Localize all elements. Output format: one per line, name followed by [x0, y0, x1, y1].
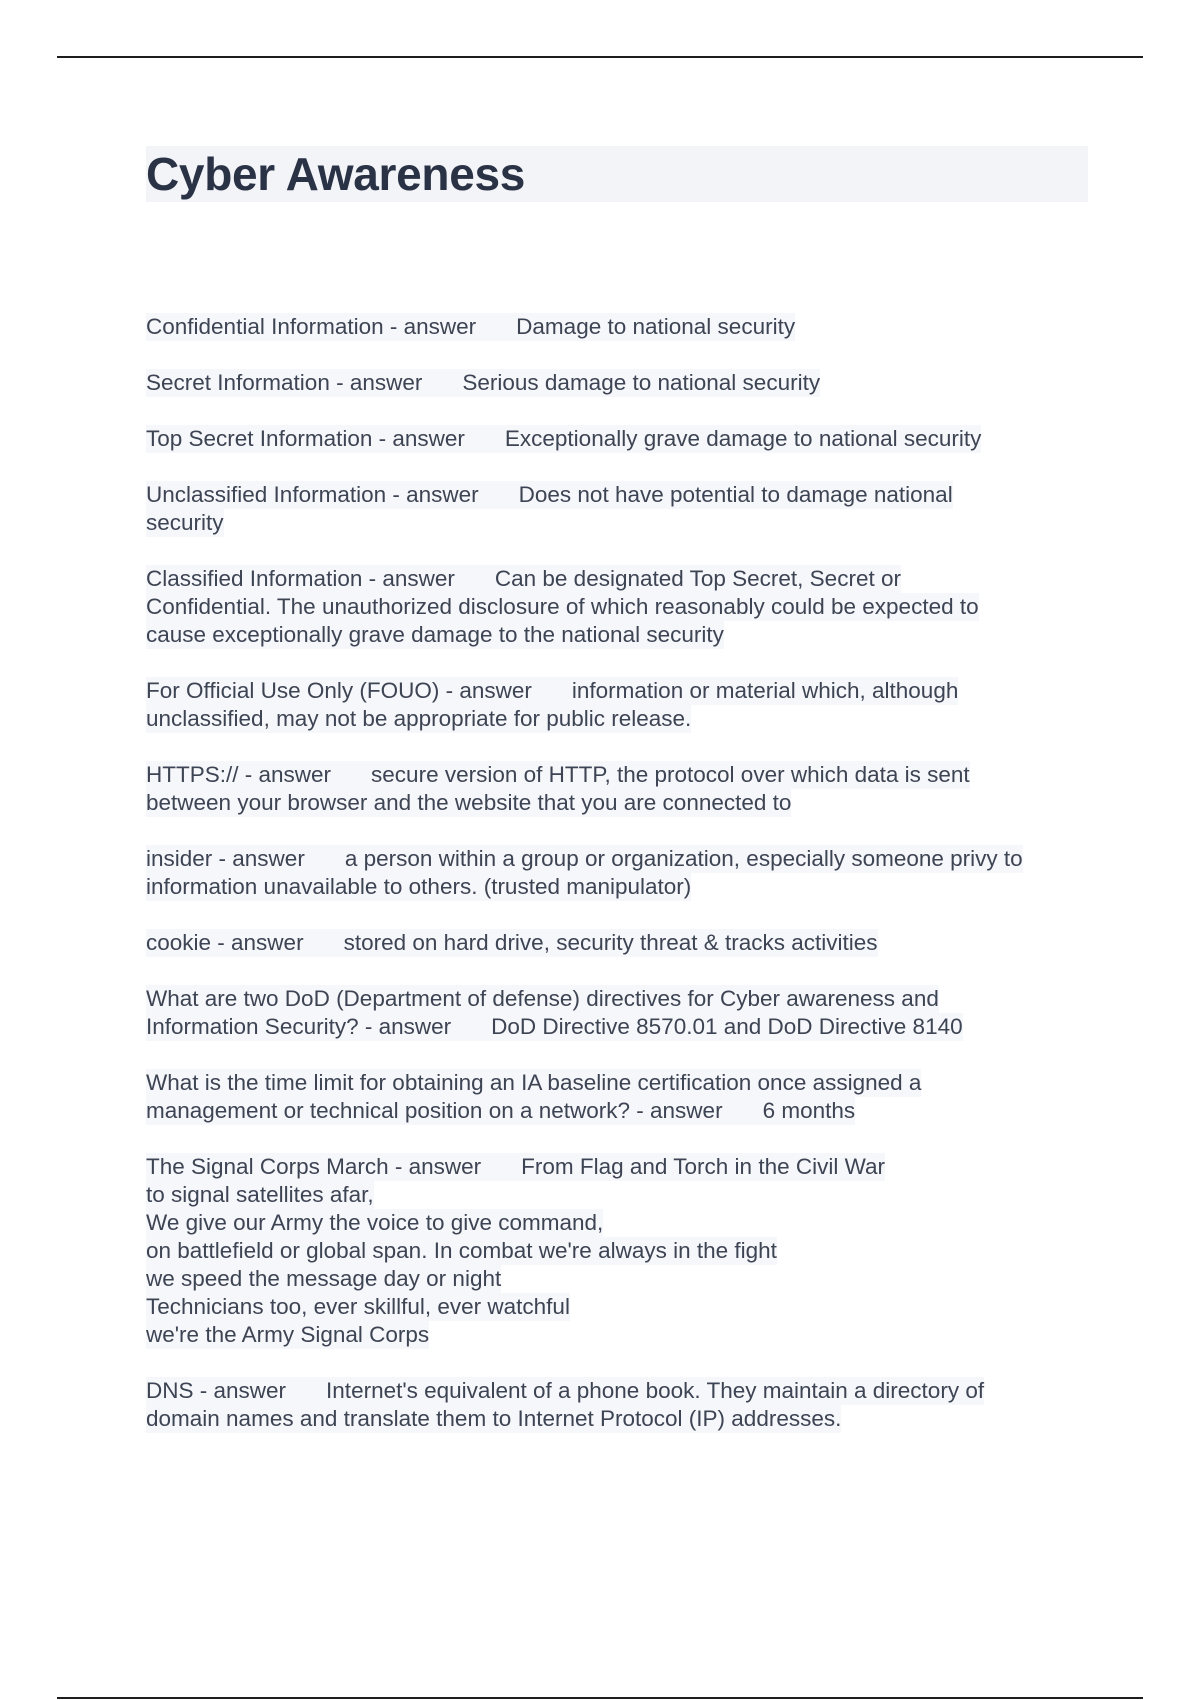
qa-text: We give our Army the voice to give command, — [146, 1210, 604, 1235]
qa-list — [146, 313, 1088, 1461]
qa-item — [146, 565, 1088, 649]
qa-item — [146, 845, 1088, 901]
qa-answer: Internet's equivalent of a phone book. They maintain a directory of — [326, 1378, 985, 1403]
qa-text: Confidential. The unauthorized disclosure of which reasonably could be expected to — [146, 594, 979, 619]
qa-item — [146, 677, 1088, 733]
qa-line — [146, 929, 878, 957]
qa-line — [146, 1013, 963, 1041]
qa-line — [146, 1209, 603, 1237]
qa-text: between your browser and the website that you are connected to — [146, 790, 792, 815]
qa-term: management or technical position on a network? - answer — [146, 1098, 723, 1123]
qa-line — [146, 1321, 429, 1349]
title-band — [146, 146, 1088, 202]
top-rule — [57, 56, 1143, 58]
qa-term: Unclassified Information - answer — [146, 482, 479, 507]
qa-text: to signal satellites afar, — [146, 1182, 374, 1207]
qa-term: Information Security? - answer — [146, 1014, 452, 1039]
qa-term: Confidential Information - answer — [146, 314, 477, 339]
qa-text: cause exceptionally grave damage to the national security — [146, 622, 724, 647]
qa-line — [146, 1237, 777, 1265]
qa-text: unclassified, may not be appropriate for public release. — [146, 706, 692, 731]
qa-term: Classified Information - answer — [146, 566, 455, 591]
qa-answer: Does not have potential to damage national — [518, 482, 953, 507]
qa-item — [146, 369, 1088, 397]
qa-line — [146, 1377, 984, 1405]
qa-line — [146, 705, 691, 733]
bottom-rule — [57, 1697, 1143, 1699]
qa-term: cookie - answer — [146, 930, 304, 955]
qa-item — [146, 481, 1088, 537]
qa-text: information unavailable to others. (trusted manipulator) — [146, 874, 692, 899]
qa-line — [146, 481, 953, 509]
qa-term: Top Secret Information - answer — [146, 426, 465, 451]
qa-answer: Exceptionally grave damage to national security — [504, 426, 982, 451]
qa-item — [146, 425, 1088, 453]
qa-item — [146, 313, 1088, 341]
qa-answer: DoD Directive 8570.01 and DoD Directive 8140 — [491, 1014, 963, 1039]
document-title: Cyber Awareness — [146, 148, 526, 200]
qa-line — [146, 1293, 570, 1321]
qa-term: Secret Information - answer — [146, 370, 423, 395]
qa-answer: secure version of HTTP, the protocol over which data is sent — [371, 762, 970, 787]
qa-answer: Damage to national security — [516, 314, 796, 339]
qa-line — [146, 369, 820, 397]
qa-line — [146, 677, 958, 705]
qa-answer: information or material which, although — [571, 678, 959, 703]
qa-term: HTTPS:// - answer — [146, 762, 332, 787]
qa-answer: Can be designated Top Secret, Secret or — [494, 566, 901, 591]
qa-line — [146, 985, 939, 1013]
qa-answer: Serious damage to national security — [462, 370, 821, 395]
qa-answer: stored on hard drive, security threat & tracks activities — [343, 930, 878, 955]
qa-line — [146, 313, 795, 341]
qa-line — [146, 1265, 501, 1293]
qa-line — [146, 425, 981, 453]
qa-item — [146, 1377, 1088, 1433]
qa-item — [146, 1153, 1088, 1349]
qa-line — [146, 593, 979, 621]
qa-line — [146, 1153, 885, 1181]
qa-item — [146, 1069, 1088, 1125]
qa-term: DNS - answer — [146, 1378, 287, 1403]
qa-item — [146, 985, 1088, 1041]
qa-term: insider - answer — [146, 846, 305, 871]
qa-line — [146, 1069, 921, 1097]
qa-line — [146, 1097, 855, 1125]
qa-line — [146, 845, 1023, 873]
qa-line — [146, 509, 224, 537]
qa-term: The Signal Corps March - answer — [146, 1154, 482, 1179]
qa-text: What are two DoD (Department of defense) directives for Cyber awareness and — [146, 986, 939, 1011]
qa-line — [146, 1181, 374, 1209]
qa-text: What is the time limit for obtaining an IA baseline certification once assigned a — [146, 1070, 922, 1095]
qa-answer: a person within a group or organization, especially someone privy to — [344, 846, 1023, 871]
qa-line — [146, 1405, 841, 1433]
qa-answer: From Flag and Torch in the Civil War — [521, 1154, 886, 1179]
qa-item — [146, 929, 1088, 957]
qa-text: on battlefield or global span. In combat we're always in the fight — [146, 1238, 777, 1263]
qa-line — [146, 761, 970, 789]
qa-line — [146, 565, 901, 593]
qa-text: we're the Army Signal Corps — [146, 1322, 430, 1347]
document-body — [146, 146, 1088, 1431]
qa-line — [146, 873, 691, 901]
qa-item — [146, 761, 1088, 817]
qa-answer: 6 months — [762, 1098, 856, 1123]
qa-text: Technicians too, ever skillful, ever watchful — [146, 1294, 570, 1319]
qa-text: we speed the message day or night — [146, 1266, 502, 1291]
qa-line — [146, 621, 724, 649]
qa-text: domain names and translate them to Internet Protocol (IP) addresses. — [146, 1406, 842, 1431]
qa-line — [146, 789, 791, 817]
qa-text: security — [146, 510, 224, 535]
qa-term: For Official Use Only (FOUO) - answer — [146, 678, 532, 703]
